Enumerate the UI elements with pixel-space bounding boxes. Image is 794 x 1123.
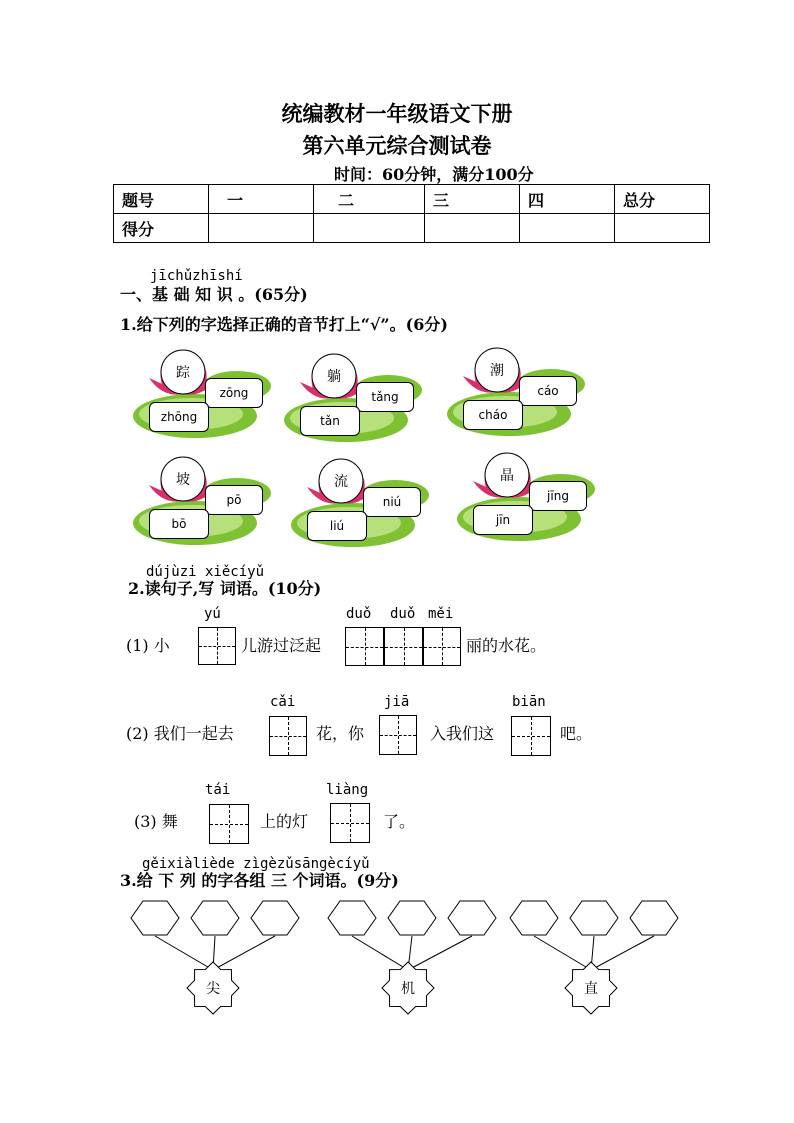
web-3-hexagon-2[interactable] [570, 901, 618, 935]
s2-label: (2) 我们一起去 [126, 724, 234, 743]
web-1-hexagon-1[interactable] [131, 901, 179, 935]
flower-3-option-2[interactable]: cháo [463, 400, 523, 430]
score-row-label: 得分 [114, 214, 209, 243]
web-2-char: 机 [401, 981, 415, 997]
s1-pinyin-yu: yú [204, 606, 221, 622]
flower-2-option-2[interactable]: tǎn [300, 406, 360, 436]
flower-3-option-1[interactable]: cáo [519, 376, 577, 406]
score-cell-3: 三 [425, 185, 520, 214]
web-1-hexagon-2[interactable] [191, 901, 239, 935]
section1-title: 一、基 础 知 识 。(65分) [120, 285, 308, 304]
time-info: 时间：60分钟，满分100分 [334, 165, 534, 184]
flower-1-char: 踪 [176, 365, 190, 381]
web-3-hexagon-3[interactable] [630, 901, 678, 935]
flower-5-option-1[interactable]: niú [363, 487, 421, 517]
s2-end: 吧。 [560, 724, 593, 743]
flower-5-option-2[interactable]: liú [307, 511, 367, 541]
score-cell-1: 一 [209, 185, 314, 214]
section1-pinyin: jīchǔzhīshí [150, 268, 243, 284]
flower-1-option-1[interactable]: zōng [205, 378, 263, 408]
s2-pinyin-cai: cǎi [270, 694, 296, 710]
s1-pinyin-mei: měi [428, 606, 454, 622]
flower-4-option-2[interactable]: bō [149, 509, 209, 539]
score-cell-label: 题号 [114, 185, 209, 214]
q1-title: 1.给下列的字选择正确的音节打上“√”。(6分) [120, 315, 448, 334]
flower-6-option-1[interactable]: jīng [529, 481, 587, 511]
s3-pinyin-liang: liàng [326, 782, 369, 798]
flower-4-option-1[interactable]: pō [205, 485, 263, 515]
web-3-char: 直 [584, 981, 598, 997]
q3-title: 3.给 下 列 的字各组 三 个词语。(9分) [120, 871, 399, 890]
s1-pinyin-duo2: duǒ [390, 606, 416, 622]
flower-2-char: 躺 [327, 369, 341, 385]
s3-label: (3) 舞 [134, 812, 178, 831]
s1-mid: 儿游过泛起 [241, 636, 322, 655]
flower-2-option-1[interactable]: tǎng [356, 382, 414, 412]
flower-1-option-2[interactable]: zhōng [149, 402, 209, 432]
web-2-hexagon-1[interactable] [328, 901, 376, 935]
score-cell-4: 四 [520, 185, 615, 214]
q2-pinyin: dújùzi xiěcíyǔ [146, 564, 265, 580]
flower-3-char: 潮 [490, 363, 504, 379]
title-line-2: 第六单元综合测试卷 [302, 133, 492, 158]
s1-pinyin-duo1: duǒ [346, 606, 372, 622]
flower-6-char: 晶 [500, 468, 514, 484]
flower-6-option-2[interactable]: jīn [473, 505, 533, 535]
web-2-hexagon-2[interactable] [388, 901, 436, 935]
s2-mid2: 入我们这 [430, 724, 495, 743]
s3-end: 了。 [383, 812, 416, 831]
q3-pinyin: gěixiàliède zìgèzǔsāngècíyǔ [142, 856, 370, 872]
score-cell-2: 二 [314, 185, 425, 214]
flower-4-char: 坡 [176, 472, 190, 488]
s2-pinyin-jia: jiā [384, 694, 410, 710]
web-3-hexagon-1[interactable] [510, 901, 558, 935]
title-line-1: 统编教材一年级语文下册 [281, 101, 513, 126]
s1-label: (1) 小 [126, 636, 170, 655]
score-cell-total: 总分 [615, 185, 710, 214]
s3-mid: 上的灯 [260, 812, 309, 831]
flower-5-char: 流 [334, 474, 348, 490]
web-1-hexagon-3[interactable] [251, 901, 299, 935]
q2-title: 2.读句子,写 词语。(10分) [128, 579, 322, 598]
s1-end: 丽的水花。 [466, 636, 547, 655]
web-2-hexagon-3[interactable] [448, 901, 496, 935]
s3-pinyin-tai: tái [205, 782, 231, 798]
s2-mid1: 花，你 [316, 724, 365, 743]
web-1-char: 尖 [206, 981, 220, 997]
s2-pinyin-bian: biān [512, 694, 546, 710]
